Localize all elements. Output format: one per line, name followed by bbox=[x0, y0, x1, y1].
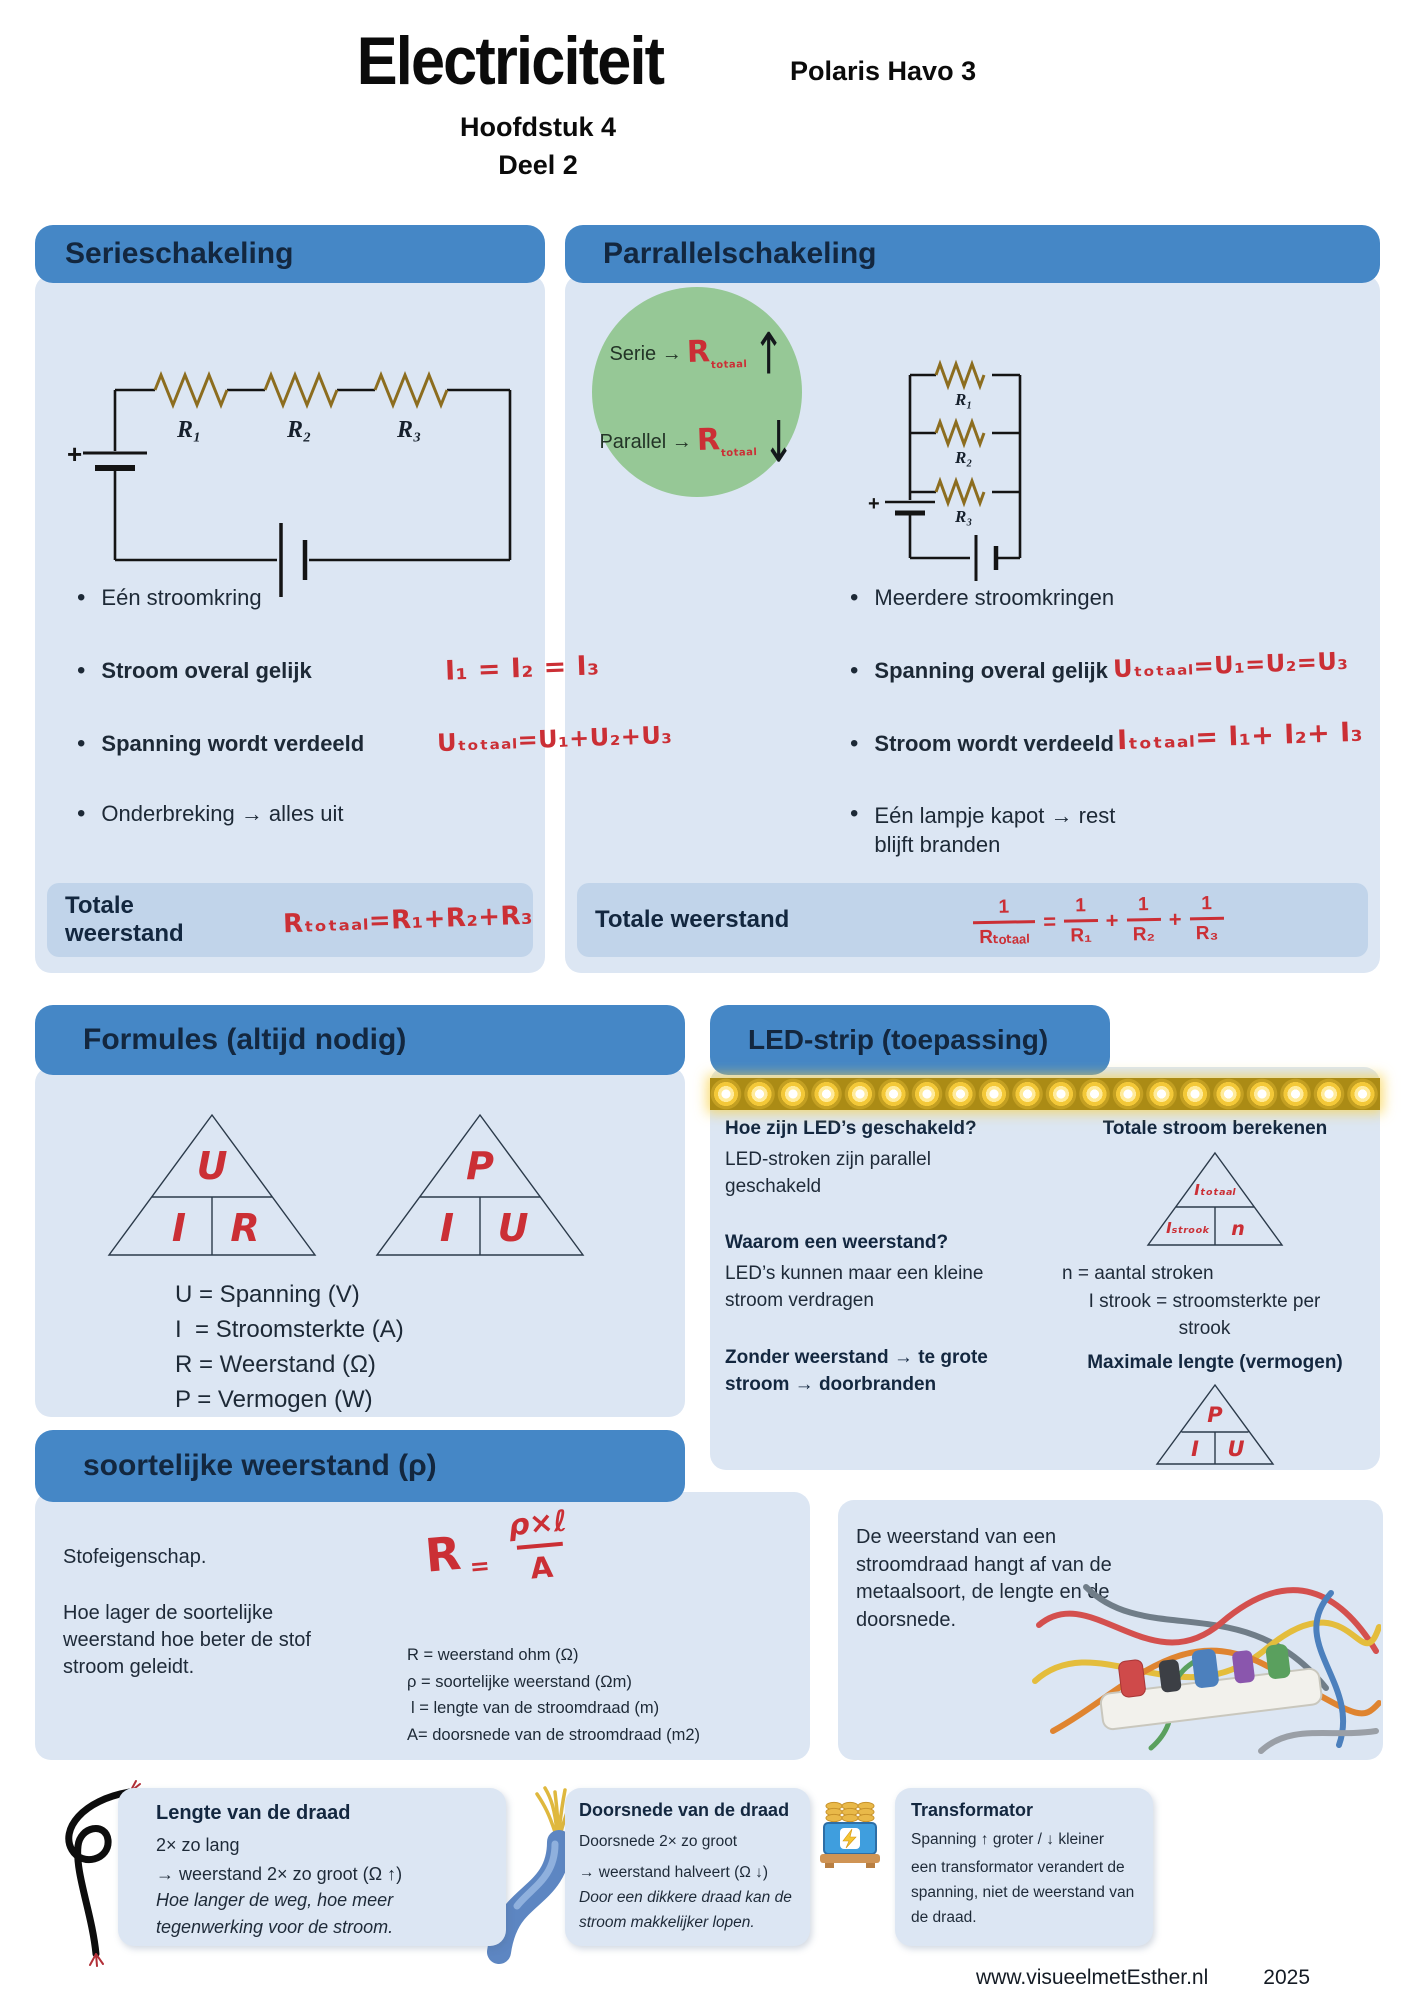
course-label: Polaris Havo 3 bbox=[790, 56, 977, 86]
svg-text:Iₛₜᵣₒₒₖ: Iₛₜᵣₒₒₖ bbox=[1166, 1219, 1210, 1237]
svg-text:U: U bbox=[497, 1206, 529, 1250]
wire-resistance-box bbox=[838, 1500, 1383, 1760]
legend-u: U = Spanning (V) bbox=[175, 1281, 360, 1308]
page-title: Electriciteit bbox=[356, 23, 664, 99]
led-answer-2: LED’s kunnen maar een kleine stroom verdragen bbox=[725, 1263, 984, 1311]
series-panel-title: Serieschakeling bbox=[65, 237, 294, 270]
led-power-triangle bbox=[1150, 1380, 1280, 1470]
parallel-resistor-label-r2: R₂ bbox=[955, 448, 973, 467]
svg-text:U: U bbox=[196, 1144, 228, 1188]
series-bullet-2: • Stroom overal gelijk bbox=[77, 657, 312, 684]
chapter-subtitle: Hoofdstuk 4 bbox=[459, 112, 617, 142]
svg-text:P: P bbox=[466, 1144, 494, 1188]
bullet-dot: • bbox=[77, 584, 86, 611]
svg-text:R: R bbox=[230, 1206, 260, 1250]
legend-area: A= doorsnede van de stroomdraad (m2) bbox=[407, 1725, 701, 1744]
series-total-label: Totale weerstand bbox=[65, 892, 184, 947]
led-right-heading-2: Maximale lengte (vermogen) bbox=[1087, 1352, 1343, 1373]
led-note-n: n = aantal stroken bbox=[1062, 1263, 1214, 1284]
led-panel-header bbox=[710, 1005, 1110, 1075]
badge-serie-row: Serie → $R_{totaal}$ ↑ bbox=[609, 320, 785, 387]
svg-text:U: U bbox=[1227, 1437, 1245, 1461]
legend-r: R = Weerstand (Ω) bbox=[175, 1351, 376, 1378]
bullet-dot: • bbox=[77, 657, 86, 684]
wire-diameter-line2: → weerstand halveert (Ω ↓) bbox=[579, 1864, 769, 1881]
wire-diameter-title: Doorsnede van de draad bbox=[579, 1800, 790, 1820]
footer-website: www.visueelmetEsther.nl bbox=[976, 1966, 1209, 1989]
led-strip-image bbox=[710, 1078, 1380, 1110]
bullet-dot: • bbox=[850, 584, 859, 611]
parallel-battery-plus-label: + bbox=[868, 493, 880, 515]
formula-legend bbox=[175, 1277, 404, 1417]
series-resistor-label-r1: R₁ bbox=[177, 417, 202, 443]
parallel-current-formula: Iₜₒₜₐₐₗ= I₁+ I₂+ I₃ bbox=[1116, 716, 1364, 757]
legend-i: I = Stroomsterkte (A) bbox=[175, 1316, 404, 1343]
led-current-triangle bbox=[1140, 1147, 1290, 1252]
series-vs-parallel-badge bbox=[592, 287, 802, 497]
wire-length-note: Hoe langer de weg, hoe meer tegenwerking voor de stroom. bbox=[156, 1890, 394, 1937]
transformer-icon bbox=[812, 1796, 888, 1872]
legend-length: l = lengte van de stroomdraad (m) bbox=[411, 1699, 660, 1717]
series-bullet-4: • Onderbreking → alles uit bbox=[77, 800, 344, 827]
series-bullet-1: • Eén stroomkring bbox=[77, 584, 262, 611]
bullet-dot: • bbox=[850, 800, 859, 827]
wire-resistance-text: De weerstand van een stroomdraad hangt af van de metaalsoort, de lengte en de doorsnede. bbox=[856, 1526, 1112, 1631]
badge-parallel-row: Parallel → $R_{totaal}$ ↓ bbox=[599, 408, 795, 475]
led-panel-title: LED-strip (toepassing) bbox=[748, 1024, 1049, 1055]
wire-length-title: Lengte van de draad bbox=[156, 1802, 351, 1824]
series-panel bbox=[35, 225, 673, 973]
series-total-formula: Rₜₒₜₐₐₗ=R₁+R₂+R₃ bbox=[282, 900, 534, 940]
parallel-bullet-1: • Meerdere stroomkringen bbox=[850, 584, 1115, 611]
transformer-box bbox=[895, 1788, 1153, 1946]
svg-text:I: I bbox=[439, 1206, 455, 1250]
formulas-panel-header bbox=[35, 1005, 685, 1075]
arrow-up-icon: ↑ bbox=[752, 320, 785, 387]
tangled-cables-illustration bbox=[1031, 1563, 1381, 1758]
resistivity-property-text: Stofeigenschap. bbox=[63, 1546, 207, 1568]
led-strip-panel bbox=[710, 1005, 1380, 1470]
bullet-dot: • bbox=[77, 800, 86, 827]
transformer-body: een transformator verandert de spanning, niet de weerstand van de draad. bbox=[911, 1859, 1135, 1926]
legend-r-ohm: R = weerstand ohm (Ω) bbox=[407, 1646, 579, 1664]
arrow-down-icon: ↓ bbox=[762, 408, 795, 475]
series-battery-plus-label: + bbox=[67, 439, 83, 469]
legend-rho: ρ = soortelijke weerstand (Ωm) bbox=[407, 1672, 632, 1691]
parallel-panel-title: Parrallelschakeling bbox=[603, 237, 877, 270]
parallel-resistor-label-r3: R₃ bbox=[955, 507, 973, 526]
led-right-heading-1: Totale stroom berekenen bbox=[1102, 1118, 1328, 1139]
wire-length-line1: 2× zo lang bbox=[156, 1835, 240, 1855]
led-question-2: Waarom een weerstand? bbox=[725, 1232, 949, 1253]
svg-text:P: P bbox=[1207, 1403, 1223, 1427]
resistivity-panel-header bbox=[35, 1430, 685, 1502]
series-total-resistance-bar bbox=[47, 883, 533, 957]
footer-year: 2025 bbox=[1263, 1966, 1310, 1989]
led-question-1: Hoe zijn LED’s geschakeld? bbox=[725, 1118, 977, 1139]
formula-triangle-piu bbox=[365, 1105, 595, 1265]
wire-diameter-box bbox=[565, 1788, 810, 1946]
led-note-istrook: I strook = stroomsterkte per strook bbox=[1088, 1291, 1321, 1339]
footer bbox=[976, 1966, 1310, 1990]
transformer-line1: Spanning ↑ groter / ↓ kleiner bbox=[911, 1831, 1104, 1848]
legend-p: P = Vermogen (W) bbox=[175, 1386, 373, 1413]
bullet-dot: • bbox=[850, 657, 859, 684]
led-answer-1: LED-stroken zijn parallel geschakeld bbox=[725, 1149, 931, 1197]
resistivity-formula: R = $\frac{\text{ρ×ℓ}}{A}$ bbox=[422, 1503, 569, 1586]
wire-diameter-line1: Doorsnede 2× zo groot bbox=[579, 1833, 738, 1850]
series-panel-header bbox=[35, 225, 545, 283]
parallel-panel-header bbox=[565, 225, 1380, 283]
resistivity-panel-title: soortelijke weerstand (ρ) bbox=[83, 1449, 437, 1482]
formula-triangle-uir bbox=[97, 1105, 327, 1265]
series-bullet-3: • Spanning wordt verdeeld bbox=[77, 730, 365, 757]
svg-text:I: I bbox=[171, 1206, 187, 1250]
svg-text:I: I bbox=[1191, 1437, 1199, 1461]
badge-serie-resistance: $R_{totaal}$ bbox=[686, 334, 748, 372]
parallel-bullet-4: • Eén lampje kapot → rest blijft branden bbox=[850, 800, 1116, 857]
series-resistor-label-r3: R₃ bbox=[397, 417, 422, 443]
series-resistor-label-r2: R₂ bbox=[287, 417, 312, 443]
parallel-total-label: Totale weerstand bbox=[595, 906, 790, 933]
formulas-panel bbox=[35, 1005, 685, 1417]
parallel-total-resistance-bar bbox=[577, 883, 1368, 957]
formulas-panel-title: Formules (altijd nodig) bbox=[83, 1023, 407, 1056]
wire-length-box bbox=[118, 1788, 506, 1946]
bullet-dot: • bbox=[77, 730, 86, 757]
resistivity-panel bbox=[35, 1430, 810, 1760]
series-current-formula: I₁ = I₂ = I₃ bbox=[444, 650, 600, 687]
parallel-bullet-3: • Stroom wordt verdeeld bbox=[850, 730, 1114, 757]
wire-length-line2: → weerstand 2× zo groot (Ω ↑) bbox=[156, 1864, 403, 1884]
part-subtitle: Deel 2 bbox=[498, 150, 578, 180]
parallel-voltage-formula: Uₜₒₜₐₐₗ=U₁=U₂=U₃ bbox=[1112, 646, 1349, 684]
parallel-bullet-2: • Spanning overal gelijk bbox=[850, 657, 1108, 684]
bullet-dot: • bbox=[850, 730, 859, 757]
svg-text:n: n bbox=[1231, 1218, 1245, 1240]
parallel-circuit-diagram bbox=[840, 285, 1140, 585]
parallel-total-formula: $\frac{1}{\text{Rₜₒₜₐₐₗ}}$ = $\frac{1}{\text{R₁}}$ + $\frac{1}{\text{R₂}}$ + $\frac{1}{\text{R₃}}$ bbox=[969, 893, 1229, 947]
wire-diameter-note: Door een dikkere draad kan de stroom makkelijker lopen. bbox=[579, 1889, 792, 1931]
resistivity-explanation-text: Hoe lager de soortelijke weerstand hoe beter de stof stroom geleidt. bbox=[63, 1602, 311, 1678]
parallel-resistor-label-r1: R₁ bbox=[955, 390, 973, 409]
resistivity-legend bbox=[407, 1642, 700, 1748]
series-voltage-formula: Uₜₒₜₐₐₗ=U₁+U₂+U₃ bbox=[436, 720, 673, 758]
transformer-title: Transformator bbox=[911, 1800, 1034, 1820]
svg-text:Iₜₒₜₐₐₗ: Iₜₒₜₐₐₗ bbox=[1194, 1181, 1236, 1199]
series-circuit-diagram bbox=[65, 355, 525, 605]
led-warning: Zonder weerstand → te grote stroom → doorbranden bbox=[725, 1347, 988, 1395]
badge-parallel-resistance: $R_{totaal}$ bbox=[696, 422, 758, 460]
